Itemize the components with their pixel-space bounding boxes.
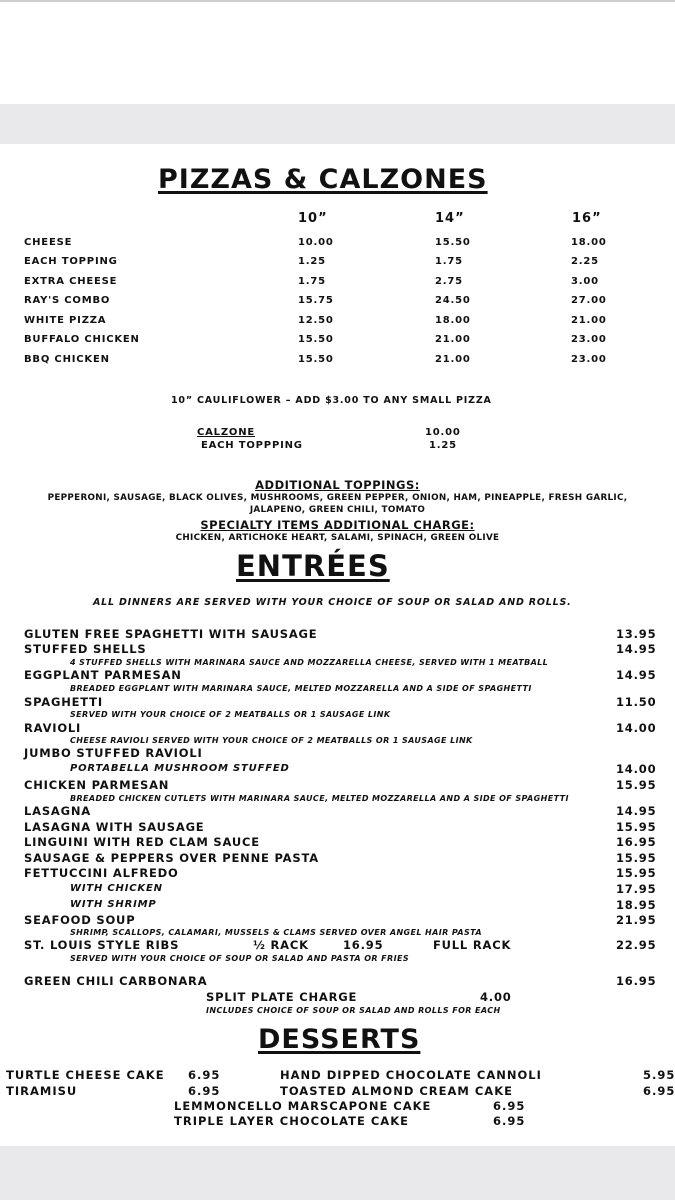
menu-page	[0, 144, 675, 1146]
entree-name: FETTUCCINI ALFREDO	[24, 866, 179, 880]
dessert-cannoli-price: 5.95	[643, 1068, 675, 1082]
split-plate-price: 4.00	[480, 990, 512, 1004]
entree-price: 14.00	[616, 762, 657, 776]
size-10-header: 10”	[298, 211, 328, 226]
carbonara-price: 16.95	[616, 974, 657, 988]
pizza-row-price-14: 18.00	[435, 315, 471, 326]
split-plate-description: INCLUDES CHOICE OF SOUP OR SALAD AND ROLLS FOR EACH	[206, 1006, 501, 1015]
pizza-row-price-16: 23.00	[571, 334, 607, 345]
pizza-row-price-16: 18.00	[571, 237, 607, 248]
entree-price: 15.95	[616, 866, 657, 880]
specialty-items-title: SPECIALTY ITEMS ADDITIONAL CHARGE:	[200, 518, 475, 532]
pizza-row-price-10: 1.25	[298, 256, 326, 267]
entree-description: 4 STUFFED SHELLS WITH MARINARA SAUCE AND MOZZARELLA CHEESE, SERVED WITH 1 MEATBALL	[70, 658, 549, 667]
ribs-full-price: 22.95	[616, 938, 657, 952]
entree-price: 14.00	[616, 721, 657, 735]
dessert-turtle-price: 6.95	[188, 1068, 221, 1082]
cauliflower-note: 10” CAULIFLOWER – ADD $3.00 TO ANY SMALL PIZZA	[171, 395, 492, 406]
split-plate-label: SPLIT PLATE CHARGE	[206, 990, 358, 1004]
entree-name: GLUTEN FREE SPAGHETTI WITH SAUSAGE	[24, 627, 318, 641]
pizza-row-price-14: 2.75	[435, 276, 463, 287]
entree-description: SHRIMP, SCALLOPS, CALAMARI, MUSSELS & CLAMS SERVED OVER ANGEL HAIR PASTA	[70, 928, 482, 937]
pizza-row-price-14: 1.75	[435, 256, 463, 267]
pizza-row-name: WHITE PIZZA	[24, 315, 107, 326]
entree-name: LINGUINI WITH RED CLAM SAUCE	[24, 835, 260, 849]
ribs-full-label: FULL RACK	[433, 938, 512, 952]
ribs-description: SERVED WITH YOUR CHOICE OF SOUP OR SALAD AND PASTA OR FRIES	[70, 954, 409, 963]
pizza-row-price-10: 10.00	[298, 237, 334, 248]
additional-toppings-title: ADDITIONAL TOPPINGS:	[255, 478, 420, 492]
entree-price: 17.95	[616, 882, 657, 896]
ribs-name: ST. LOUIS STYLE RIBS	[24, 938, 180, 952]
pizza-row-price-14: 21.00	[435, 354, 471, 365]
size-16-header: 16”	[572, 211, 602, 226]
ribs-half-price: 16.95	[343, 938, 384, 952]
pizza-row-name: EACH TOPPING	[24, 256, 118, 267]
size-14-header: 14”	[435, 211, 465, 226]
pizza-row-price-10: 15.50	[298, 334, 334, 345]
entree-name: STUFFED SHELLS	[24, 642, 147, 656]
pizza-row-price-10: 15.50	[298, 354, 334, 365]
carbonara-name: GREEN CHILI CARBONARA	[24, 974, 208, 988]
pizza-row-price-16: 23.00	[571, 354, 607, 365]
entree-price: 15.95	[616, 820, 657, 834]
entree-description: SERVED WITH YOUR CHOICE OF 2 MEATBALLS OR 1 SAUSAGE LINK	[70, 710, 391, 719]
entrees-section-title: ENTRÉES	[236, 549, 390, 583]
entree-price: 21.95	[616, 913, 657, 927]
ribs-half-label: ½ RACK	[253, 938, 309, 952]
pizza-row-price-10: 1.75	[298, 276, 326, 287]
dessert-triple-name: TRIPLE LAYER CHOCOLATE CAKE	[174, 1114, 409, 1128]
pizza-row-price-10: 15.75	[298, 295, 334, 306]
entree-description: BREADED CHICKEN CUTLETS WITH MARINARA SAUCE, MELTED MOZZARELLA AND A SIDE OF SPAGHETTI	[70, 794, 569, 803]
entree-name: LASAGNA WITH SAUSAGE	[24, 820, 205, 834]
entree-price: 16.95	[616, 835, 657, 849]
dessert-tiramisu-price: 6.95	[188, 1084, 221, 1098]
dessert-lemon-price: 6.95	[493, 1099, 526, 1113]
entrees-note: ALL DINNERS ARE SERVED WITH YOUR CHOICE OF SOUP OR SALAD AND ROLLS.	[93, 597, 572, 608]
entree-name: SAUSAGE & PEPPERS OVER PENNE PASTA	[24, 851, 319, 865]
pizza-row-price-14: 21.00	[435, 334, 471, 345]
pizza-row-price-16: 21.00	[571, 315, 607, 326]
calzone-label: CALZONE	[197, 427, 256, 438]
pizza-row-price-14: 15.50	[435, 237, 471, 248]
dessert-tiramisu-name: TIRAMISU	[6, 1084, 78, 1098]
entree-option: WITH SHRIMP	[70, 899, 157, 910]
entree-name: SEAFOOD SOUP	[24, 913, 136, 927]
additional-toppings-line1: PEPPERONI, SAUSAGE, BLACK OLIVES, MUSHROOMS, GREEN PEPPER, ONION, HAM, PINEAPPLE, FRESH GARLIC,	[47, 493, 628, 503]
pizza-row-name: BUFFALO CHICKEN	[24, 334, 140, 345]
dessert-almond-name: TOASTED ALMOND CREAM CAKE	[280, 1084, 513, 1098]
top-blank-panel	[0, 0, 675, 104]
entree-option: PORTABELLA MUSHROOM STUFFED	[70, 763, 290, 774]
entree-description: BREADED EGGPLANT WITH MARINARA SAUCE, MELTED MOZZARELLA AND A SIDE OF SPAGHETTI	[70, 684, 532, 693]
entree-price: 14.95	[616, 804, 657, 818]
entree-price: 15.95	[616, 851, 657, 865]
dessert-almond-price: 6.95	[643, 1084, 675, 1098]
pizza-row-name: EXTRA CHEESE	[24, 276, 118, 287]
desserts-section-title: DESSERTS	[258, 1024, 421, 1055]
specialty-items-line: CHICKEN, ARTICHOKE HEART, SALAMI, SPINACH, GREEN OLIVE	[175, 533, 500, 543]
dessert-triple-price: 6.95	[493, 1114, 526, 1128]
entree-price: 11.50	[616, 695, 657, 709]
entree-option: WITH CHICKEN	[70, 883, 163, 894]
entree-name: LASAGNA	[24, 804, 91, 818]
calzone-price: 10.00	[425, 427, 461, 438]
pizza-row-price-10: 12.50	[298, 315, 334, 326]
entree-price: 15.95	[616, 778, 657, 792]
pizza-row-name: RAY'S COMBO	[24, 295, 111, 306]
pizza-row-price-16: 3.00	[571, 276, 599, 287]
entree-description: CHEESE RAVIOLI SERVED WITH YOUR CHOICE OF 2 MEATBALLS OR 1 SAUSAGE LINK	[70, 736, 473, 745]
pizza-section-title: PIZZAS & CALZONES	[158, 164, 488, 195]
entree-price: 14.95	[616, 668, 657, 682]
entree-name: SPAGHETTI	[24, 695, 103, 709]
pizza-row-price-16: 27.00	[571, 295, 607, 306]
entree-name: RAVIOLI	[24, 721, 82, 735]
entree-price: 13.95	[616, 627, 657, 641]
calzone-topping-price: 1.25	[429, 440, 457, 451]
entree-price: 18.95	[616, 898, 657, 912]
additional-toppings-line2: JALAPENO, GREEN CHILI, TOMATO	[249, 505, 426, 515]
dessert-turtle-name: TURTLE CHEESE CAKE	[6, 1068, 165, 1082]
entree-name: EGGPLANT PARMESAN	[24, 668, 182, 682]
dessert-cannoli-name: HAND DIPPED CHOCOLATE CANNOLI	[280, 1068, 542, 1082]
pizza-row-name: BBQ CHICKEN	[24, 354, 110, 365]
pizza-row-name: CHEESE	[24, 237, 73, 248]
calzone-topping-label: EACH TOPPPING	[201, 440, 303, 451]
dessert-lemon-name: LEMMONCELLO MARSCAPONE CAKE	[174, 1099, 432, 1113]
entree-name: JUMBO STUFFED RAVIOLI	[24, 746, 203, 760]
entree-price: 14.95	[616, 642, 657, 656]
entree-name: CHICKEN PARMESAN	[24, 778, 170, 792]
pizza-row-price-16: 2.25	[571, 256, 599, 267]
pizza-row-price-14: 24.50	[435, 295, 471, 306]
